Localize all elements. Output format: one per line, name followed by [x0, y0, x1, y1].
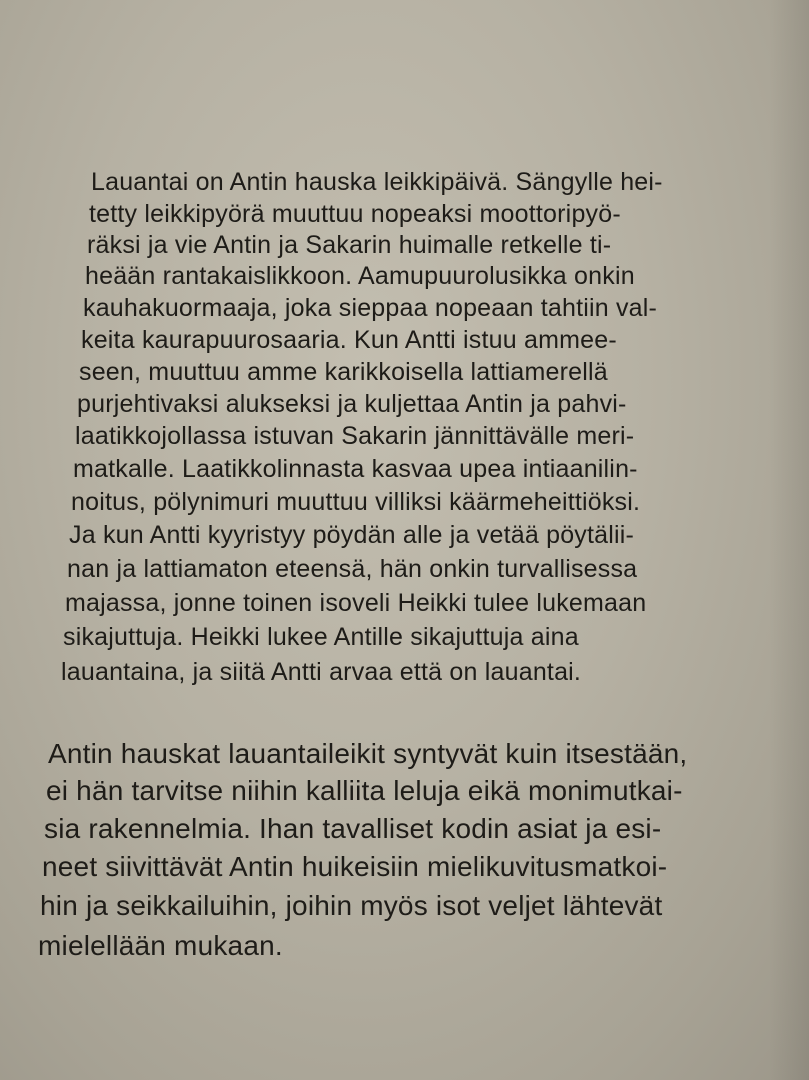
text-line: noitus, pölynimuri muuttuu villiksi käärmeheittiöksi. [71, 488, 641, 516]
text-line: sia rakennelmia. Ihan tavalliset kodin asiat ja esi- [44, 813, 662, 844]
text-line: ei hän tarvitse niihin kalliita leluja eikä monimutkai- [46, 775, 683, 806]
text-line: sikajuttuja. Heikki lukee Antille sikajuttuja aina [63, 623, 579, 651]
text-line: Lauantai on Antin hauska leikkipäivä. Sängylle hei- [91, 168, 663, 196]
text-line: neet siivittävät Antin huikeisiin mielikuvitusmatkoi- [42, 851, 668, 882]
text-line: Ja kun Antti kyyristyy pöydän alle ja vetää pöytälii- [69, 521, 635, 549]
text-line: räksi ja vie Antin ja Sakarin huimalle retkelle ti- [87, 231, 612, 259]
text-line: matkalle. Laatikkolinnasta kasvaa upea intiaanilin- [73, 455, 638, 483]
text-line: purjehtivaksi alukseksi ja kuljettaa Antin ja pahvi- [77, 390, 627, 418]
text-line: nan ja lattiamaton eteensä, hän onkin turvallisessa [67, 555, 638, 583]
text-line: tetty leikkipyörä muuttuu nopeaksi moottoripyö- [89, 200, 621, 228]
text-line: mielellään mukaan. [38, 930, 283, 961]
text-line: Antin hauskat lauantaileikit syntyvät kuin itsestään, [48, 738, 688, 769]
text-line: hin ja seikkailuihin, joihin myös isot veljet lähtevät [40, 890, 663, 921]
text-line: heään rantakaislikkoon. Aamupuurolusikka onkin [85, 262, 635, 290]
text-line: keita kaurapuurosaaria. Kun Antti istuu ammee- [81, 326, 617, 354]
text-line: laatikkojollassa istuvan Sakarin jännittävälle meri- [75, 422, 635, 450]
page-shadow [769, 0, 809, 1080]
text-line: lauantaina, ja siitä Antti arvaa että on lauantai. [61, 658, 582, 686]
text-line: kauhakuormaaja, joka sieppaa nopeaan tahtiin val- [83, 294, 658, 322]
text-line: majassa, jonne toinen isoveli Heikki tulee lukemaan [65, 589, 647, 617]
text-line: seen, muuttuu amme karikkoisella lattiamerellä [79, 358, 608, 386]
